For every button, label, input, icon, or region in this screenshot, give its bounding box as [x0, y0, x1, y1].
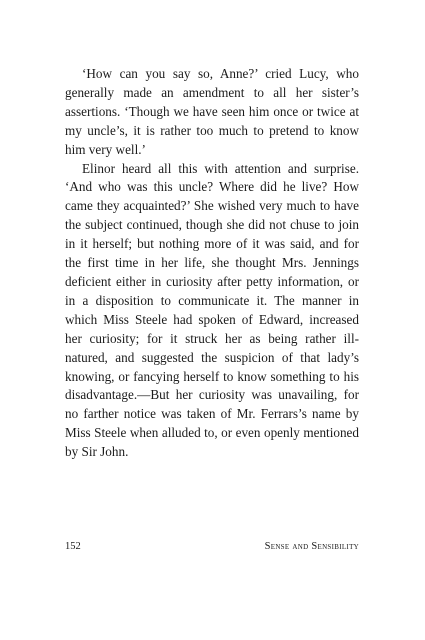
- paragraph: Elinor heard all this with attention and surprise. ‘And who was this uncle? Where did he live? How came they acquainted?’ She wished very much to have the subject continued, though she did not chuse to join in it herself; but nothing more of it was said, and for the first time in her life, she thought Mrs. Jennings deficient either in curiosity after petty information, or in a disposition to communicate it. The manner in which Miss Steele had spoken of Edward, increased her curiosity; for it struck her as being rather ill-natured, and suggested the suspicion of that lady’s knowing, or fancying herself to know something to his disadvantage.—But her curiosity was unavailing, for no farther notice was taken of Mr. Ferrars’s name by Miss Steele when alluded to, or even openly mentioned by Sir John.: [65, 160, 359, 460]
- page-footer: [65, 540, 359, 554]
- paragraph: ‘How can you say so, Anne?’ cried Lucy, who generally made an amendment to all her sister’s assertions. ‘Though we have seen him once or twice at my uncle’s, it is rather too much to pretend to know him very well.’: [65, 66, 359, 157]
- running-title: Sense and Sensibility: [264, 541, 359, 552]
- body-text: [65, 65, 359, 462]
- page-number: 152: [65, 541, 81, 552]
